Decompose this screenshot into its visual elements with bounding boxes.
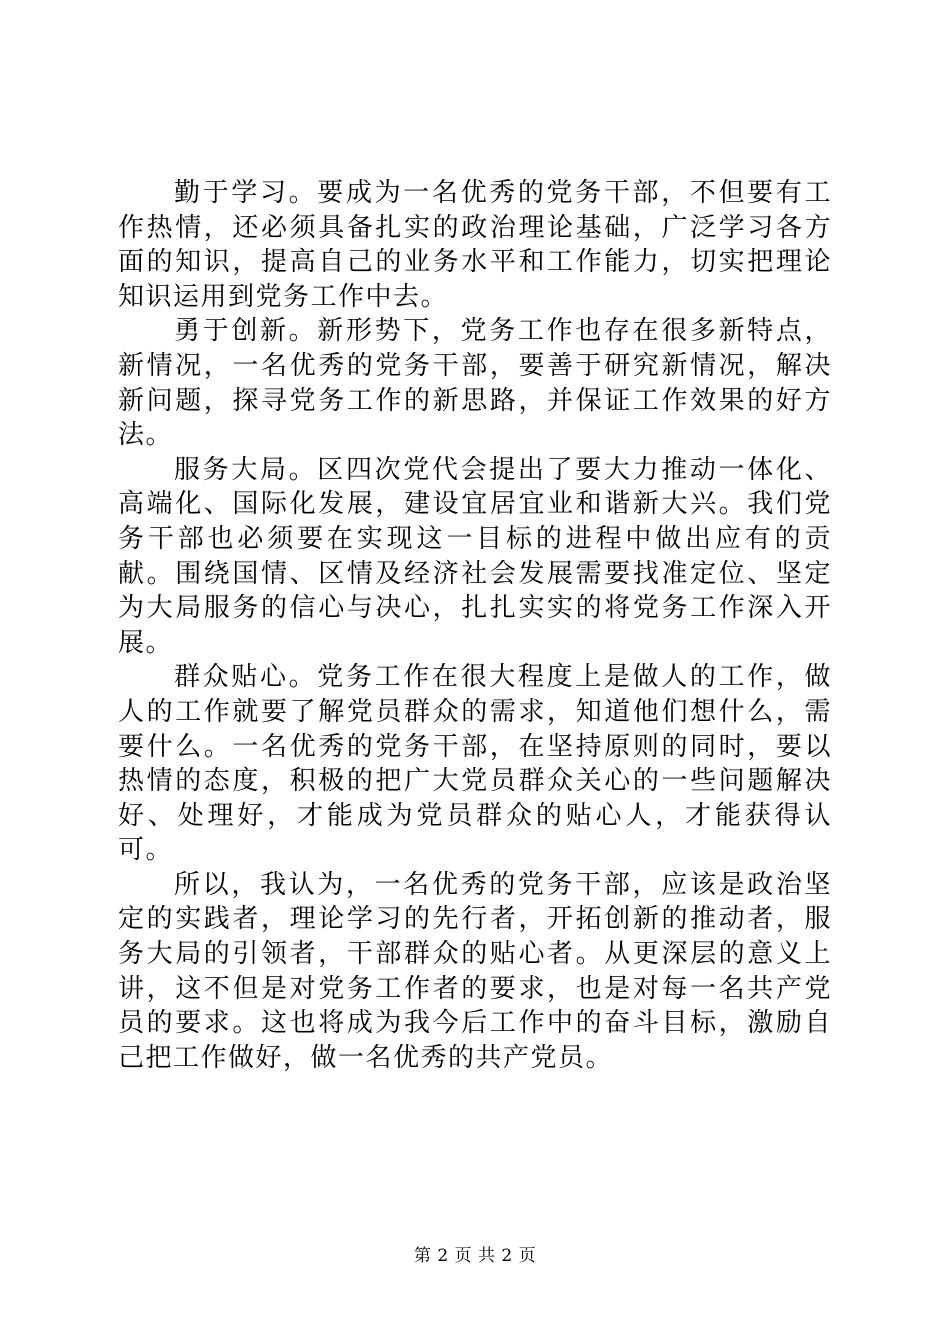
page-footer: 第 2 页 共 2 页 [413,1246,537,1266]
paragraph-overall-situation: 服务大局。区四次党代会提出了要大力推动一体化、高端化、国际化发展，建设宜居宜业和谐新大兴。我们党务干部也必须要在实现这一目标的进程中做出应有的贡献。围绕国情、区情及经济社会发展需要找准定位、坚定为大局服务的信心与决心，扎扎实实的将党务工作深入开展。 [118,454,832,658]
paragraph-conclusion: 所以，我认为，一名优秀的党务干部，应该是政治坚定的实践者，理论学习的先行者，开拓创新的推动者，服务大局的引领者，干部群众的贴心者。从更深层的意义上讲，这不但是对党务工作者的要求，也是对每一名共产党员的要求。这也将成为我今后工作中的奋斗目标，激励自己把工作做好，做一名优秀的共产党员。 [118,869,832,1073]
document-body [118,176,832,1075]
paragraph-innovation: 勇于创新。新形势下，党务工作也存在很多新特点，新情况，一名优秀的党务干部，要善于研究新情况，解决新问题，探寻党务工作的新思路，并保证工作效果的好方法。 [118,316,832,451]
paragraph-masses: 群众贴心。党务工作在很大程度上是做人的工作，做人的工作就要了解党员群众的需求，知道他们想什么，需要什么。一名优秀的党务干部，在坚持原则的同时，要以热情的态度，积极的把广大党员群众关心的一些问题解决好、处理好，才能成为党员群众的贴心人，才能获得认可。 [118,662,832,866]
paragraph-study: 勤于学习。要成为一名优秀的党务干部，不但要有工作热情，还必须具备扎实的政治理论基础，广泛学习各方面的知识，提高自己的业务水平和工作能力，切实把理论知识运用到党务工作中去。 [118,178,832,312]
